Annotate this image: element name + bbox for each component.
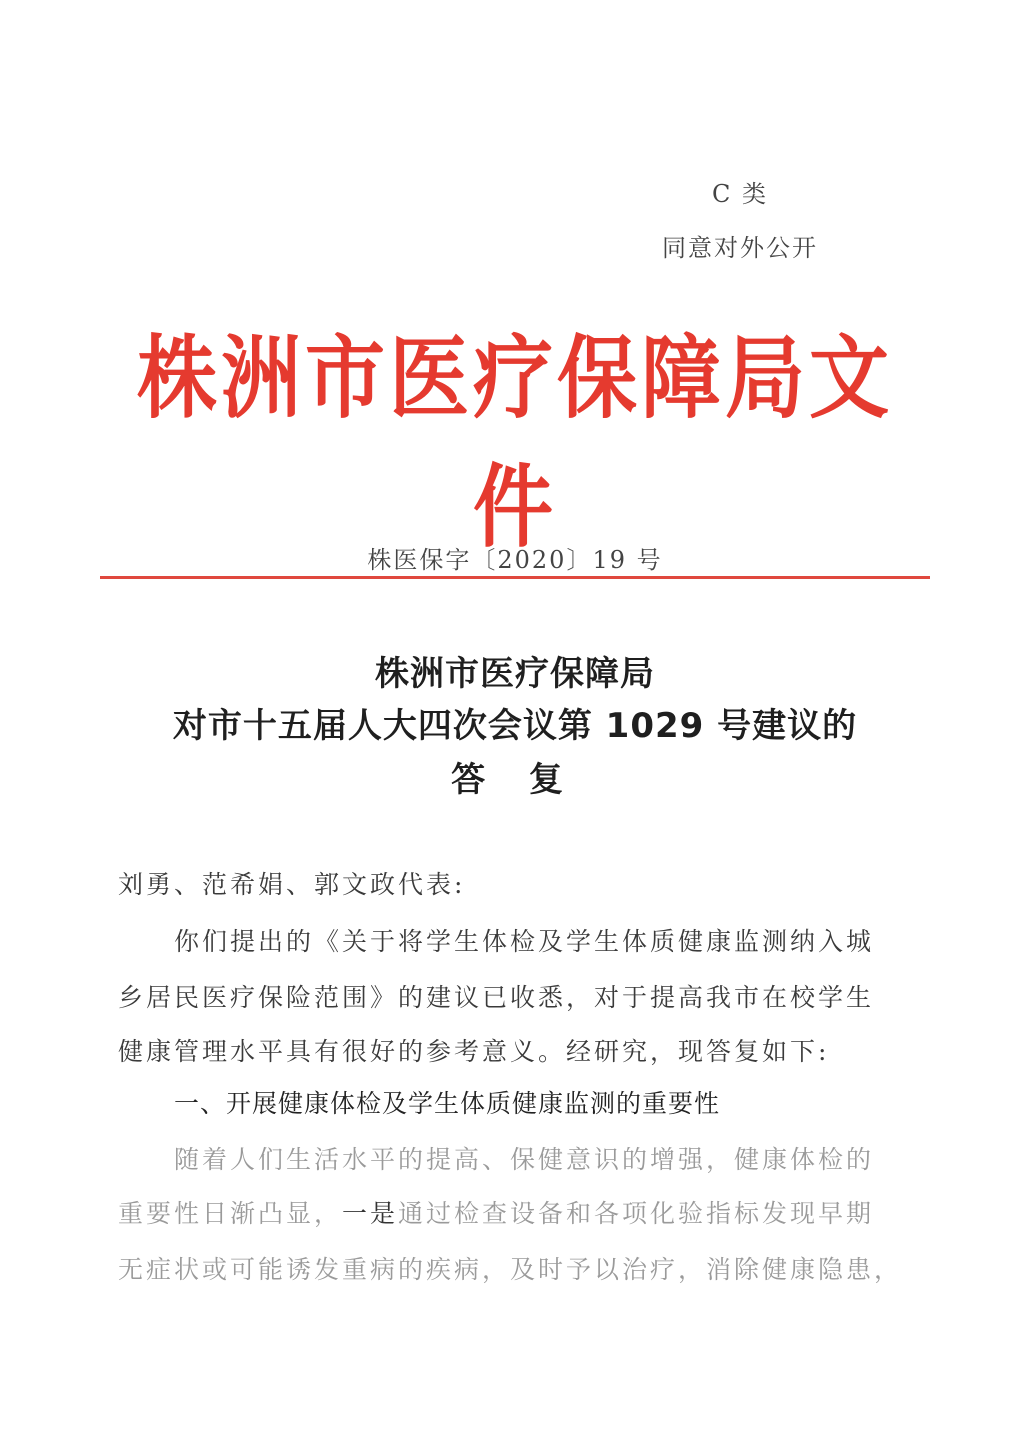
- paragraph-1-line-3: 健康管理水平具有很好的参考意义。经研究，现答复如下:: [118, 1037, 830, 1066]
- public-disclosure-label: 同意对外公开: [662, 234, 818, 262]
- paragraph-2-line-2: [118, 1194, 878, 1230]
- title-line-1: 株洲市医疗保障局: [375, 654, 655, 694]
- red-divider-line: [100, 576, 930, 579]
- title-line-3: 答 复: [451, 760, 579, 800]
- title-line-2: 对市十五届人大四次会议第 1029 号建议的: [172, 706, 858, 746]
- paragraph-2-line-2-part-a: 重要性日渐凸显，: [118, 1199, 343, 1228]
- paragraph-1-line-1: 你们提出的《关于将学生体检及学生体质健康监测纳入城: [174, 927, 875, 956]
- paragraph-2-line-1: 随着人们生活水平的提高、保健意识的增强，健康体检的: [174, 1145, 875, 1174]
- section-1-heading: 一、开展健康体检及学生体质健康监测的重要性: [174, 1089, 721, 1118]
- salutation: 刘勇、范希娟、郭文政代表:: [118, 870, 466, 899]
- paragraph-2-line-2-part-c: 通过检查设备和各项化验指标发现早期: [398, 1199, 875, 1228]
- document-number: 株医保字〔2020〕19 号: [367, 546, 663, 574]
- document-header-title: 株洲市医疗保障局文件: [137, 325, 893, 560]
- paragraph-1-line-2: 乡居民医疗保险范围》的建议已收悉，对于提高我市在校学生: [118, 983, 875, 1012]
- paragraph-2-line-3: 无症状或可能诱发重病的疾病，及时予以治疗，消除健康隐患，: [118, 1255, 903, 1284]
- classification-label: C 类: [712, 180, 768, 208]
- paragraph-2-emphasis: 一是: [342, 1199, 399, 1228]
